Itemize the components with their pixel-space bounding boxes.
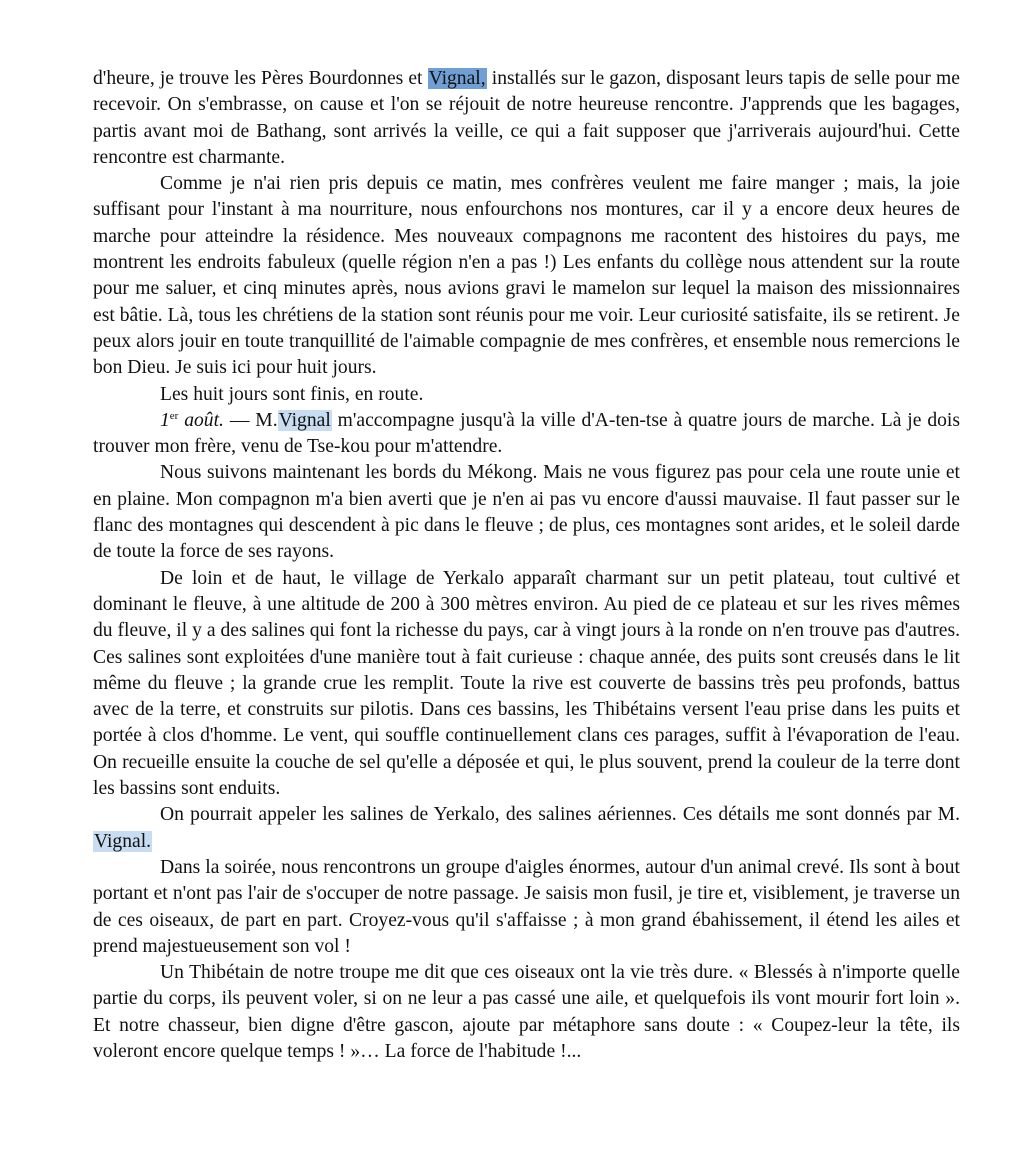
search-highlight-active[interactable]: Vignal, <box>428 68 486 89</box>
paragraph-text: Comme je n'ai rien pris depuis ce matin, mes confrères veulent me faire manger ; mais, la joie suffisant pour l'instant à ma nourriture, nous enfourchons nos montures, car il y a encore deux heures de marche pour atteindre la résidence. Mes nouveaux compagnons me racontent des histoires du pays, me montrent les endroits fabuleux (quelle région n'en a pas !) Les enfants du collège nous attendent sur la route pour me saluer, et cinq minutes après, nous avions gravi le mamelon sur lequel la maison des missionnaires est bâtie. Là, tous les chrétiens de la station sont réunis pour me voir. Leur curiosité satisfaite, ils se retirent. Je peux alors jouir en toute tranquillité de l'aimable compagnie de mes confrères, et ensemble nous remercions le bon Dieu. Je suis ici pour huit jours. <box>93 173 960 379</box>
date-month: août. <box>178 409 224 431</box>
paragraph <box>93 408 960 461</box>
paragraph <box>93 460 960 565</box>
paragraph <box>93 66 960 171</box>
paragraph-text: d'heure, je trouve les Pères Bourdonnes et <box>93 68 428 89</box>
paragraph-text: Dans la soirée, nous rencontrons un groupe d'aigles énormes, autour d'un animal crevé. Ils sont à bout portant et n'ont pas l'air de s'occuper de notre passage. Je saisis mon fusil, je tire et, visiblement, je traverse un de ces oiseaux, de part en part. Croyez-vous qu'il s'affaisse ; à mon grand ébahissement, il étend les ailes et prend majestueusement son vol ! <box>93 856 960 957</box>
search-highlight[interactable]: Vignal <box>278 409 331 431</box>
paragraph-text: De loin et de haut, le village de Yerkalo apparaît charmant sur un petit plateau, tout cultivé et dominant le fleuve, à une altitude de 200 à 300 mètres environ. Au pied de ce plateau et sur les rives mêmes du fleuve, il y a des salines qui font la richesse du pays, car à vingt jours à la ronde on n'en trouve pas d'autres. Ces salines sont exploitées d'une manière tout à fait curieuse : chaque année, des puits sont creusés dans le lit même du fleuve ; la grande crue les remplit. Toute la rive est couverte de bassins très peu profonds, battus avec de la terre, et construits sur pilotis. Dans ces bassins, les Thibétains versent l'eau prise dans les puits et portée à clos d'homme. Le vent, qui souffle continuellement clans ces parages, suffit à l'évaporation de l'eau. On recueille ensuite la couche de sel qu'elle a déposée et qui, le plus souvent, prend la couleur de la terre dont les bassins sont enduits. <box>93 567 960 800</box>
paragraph <box>93 855 960 960</box>
paragraph <box>93 960 960 1065</box>
paragraph-text: Nous suivons maintenant les bords du Mékong. Mais ne vous figurez pas pour cela une route unie et en plaine. Mon compagnon m'a bien averti que je n'en ai pas vu encore d'aussi mauvaise. Il faut passer sur le flanc des montagnes qui descendent à pic dans le fleuve ; de plus, ces montagnes sont arides, et le soleil darde de toute la force de ses rayons. <box>93 462 960 563</box>
date-number: 1 <box>160 409 170 431</box>
paragraph-text: Les huit jours sont finis, en route. <box>160 383 424 405</box>
paragraph-text: installés sur le gazon, disposant leurs tapis de selle pour me recevoir. On s'embrasse, on cause et l'on se réjouit de notre heureuse rencontre. J'apprends que les bagages, partis avant moi de Bathang, sont arrivés la veille, ce qui a fait supposer que j'arriverais aujourd'hui. Cette rencontre est charmante. <box>93 68 960 168</box>
paragraph-text: Un Thibétain de notre troupe me dit que ces oiseaux ont la vie très dure. « Blessés à n'importe quelle partie du corps, ils peuvent voler, si on ne leur a pas cassé une aile, et quelquefois ils vont mourir fort loin ». Et notre chasseur, bien digne d'être gascon, ajoute par métaphore sans doute : « Coupez-leur la tête, ils voleront encore quelque temps ! »… La force de l'habitude !... <box>93 962 960 1062</box>
paragraph <box>93 171 960 381</box>
date-ordinal: er <box>169 409 179 422</box>
paragraph-text: On pourrait appeler les salines de Yerkalo, des salines aériennes. Ces détails me sont donnés par M. <box>160 804 960 826</box>
paragraph <box>93 382 960 408</box>
search-highlight[interactable]: Vignal. <box>94 830 152 852</box>
paragraph <box>93 802 960 855</box>
paragraph-text: m'accompagne jusqu'à la ville d'A-ten-tse à quatre jours de marche. Là je dois trouver mon frère, venu de Tse-kou pour m'attendre. <box>93 409 960 458</box>
paragraph-text: — M. <box>223 409 278 431</box>
document-page <box>93 66 960 1065</box>
paragraph <box>93 566 960 803</box>
